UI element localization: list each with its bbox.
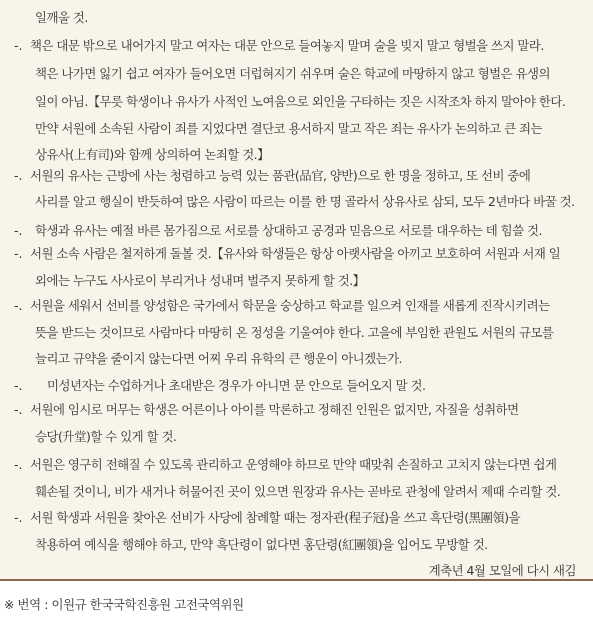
- item-1-line-1: 책은 나가면 잃기 쉽고 여자가 들어오면 더럽혀지기 쉬우며 술은 학교에 마땅하지 않고 형벌은 유생의: [35, 66, 550, 81]
- item-3-bullet: -.: [14, 223, 23, 238]
- item-2-bullet: -.: [14, 168, 23, 183]
- date-signature: 계축년 4월 모일에 다시 새김: [428, 563, 576, 578]
- item-4-line-0: 서원 소속 사람은 철저하게 돌볼 것.【유사와 학생들은 항상 아랫사람을 아끼고 보호하여 서원과 서재 일: [30, 246, 561, 261]
- item-1-line-3: 만약 서원에 소속된 사람이 죄를 지었다면 결단코 용서하지 말고 작은 죄는 유사가 논의하고 큰 죄는: [35, 121, 542, 136]
- item-3-line-0: 학생과 유사는 예절 바른 몸가짐으로 서로를 상대하고 공경과 믿음으로 서로를 대우하는 데 힘쓸 것.: [35, 223, 542, 238]
- item-9-line-1: 착용하여 예식을 행해야 하고, 만약 흑단령이 없다면 홍단령(紅團領)을 입어도 무방할 것.: [35, 537, 488, 552]
- item-0-line-0: 일깨울 것.: [35, 10, 88, 25]
- item-1-line-4: 상유사(上有司)와 함께 상의하여 논죄할 것.】: [35, 147, 269, 162]
- item-6-bullet: -.: [14, 378, 23, 393]
- item-5-line-1: 뜻을 받드는 것이므로 사람마다 마땅히 온 정성을 기울여야 한다. 고을에 부임한 관원도 서원의 규모를: [35, 325, 554, 340]
- translator-note: ※ 번역 : 이원규 한국국학진흥원 고전국역위원: [4, 597, 244, 612]
- item-1-line-2: 일이 아님.【무릇 학생이나 유사가 사적인 노여움으로 외인을 구타하는 짓은 시작조차 하지 말아야 한다.: [35, 94, 566, 109]
- item-7-line-1: 승당(升堂)할 수 있게 할 것.: [35, 429, 177, 444]
- item-1-line-0: 책은 대문 밖으로 내어가지 말고 여자는 대문 안으로 들여놓지 말며 술을 빚지 말고 형벌을 쓰지 말라.: [30, 38, 544, 53]
- item-8-line-1: 훼손될 것이니, 비가 새거나 허물어진 곳이 있으면 원장과 유사는 곧바로 관청에 알려서 제때 수리할 것.: [35, 484, 561, 499]
- item-4-line-1: 외에는 누구도 사사로이 부리거나 성내며 벌주지 못하게 할 것.】: [35, 273, 365, 288]
- item-5-line-2: 늘리고 규약을 줄이지 않는다면 어찌 우리 유학의 큰 행운이 아니겠는가.: [35, 351, 402, 366]
- item-7-line-0: 서원에 임시로 머무는 학생은 어른이나 아이를 막론하고 정해진 인원은 없지만, 자질을 성취하면: [30, 402, 519, 417]
- item-8-line-0: 서원은 영구히 전해질 수 있도록 관리하고 운영해야 하므로 만약 때맞춰 손질하고 고치지 않는다면 쉽게: [30, 457, 557, 472]
- item-1-bullet: -.: [14, 38, 23, 53]
- item-9-bullet: -.: [14, 510, 23, 525]
- item-8-bullet: -.: [14, 457, 23, 472]
- item-4-bullet: -.: [14, 246, 23, 261]
- item-5-line-0: 서원을 세워서 선비를 양성함은 국가에서 학문을 숭상하고 학교를 일으켜 인재를 새롭게 진작시키려는: [30, 298, 550, 313]
- item-5-bullet: -.: [14, 298, 23, 313]
- item-7-bullet: -.: [14, 402, 23, 417]
- divider-rule: [0, 579, 593, 581]
- item-2-line-0: 서원의 유사는 근방에 사는 청렴하고 능력 있는 품관(品官, 양반)으로 한 명을 정하고, 또 선비 중에: [30, 168, 531, 183]
- item-2-line-1: 사리를 알고 행실이 반듯하여 많은 사람이 따르는 이를 한 명 골라서 상유사로 삼되, 모두 2년마다 바꿀 것.: [35, 194, 575, 209]
- item-6-line-0: 미성년자는 수업하거나 초대받은 경우가 아니면 문 안으로 들어오지 말 것.: [47, 378, 426, 393]
- item-9-line-0: 서원 학생과 서원을 찾아온 선비가 사당에 참례할 때는 정자관(程子冠)을 쓰고 흑단령(黑團領)을: [30, 510, 521, 525]
